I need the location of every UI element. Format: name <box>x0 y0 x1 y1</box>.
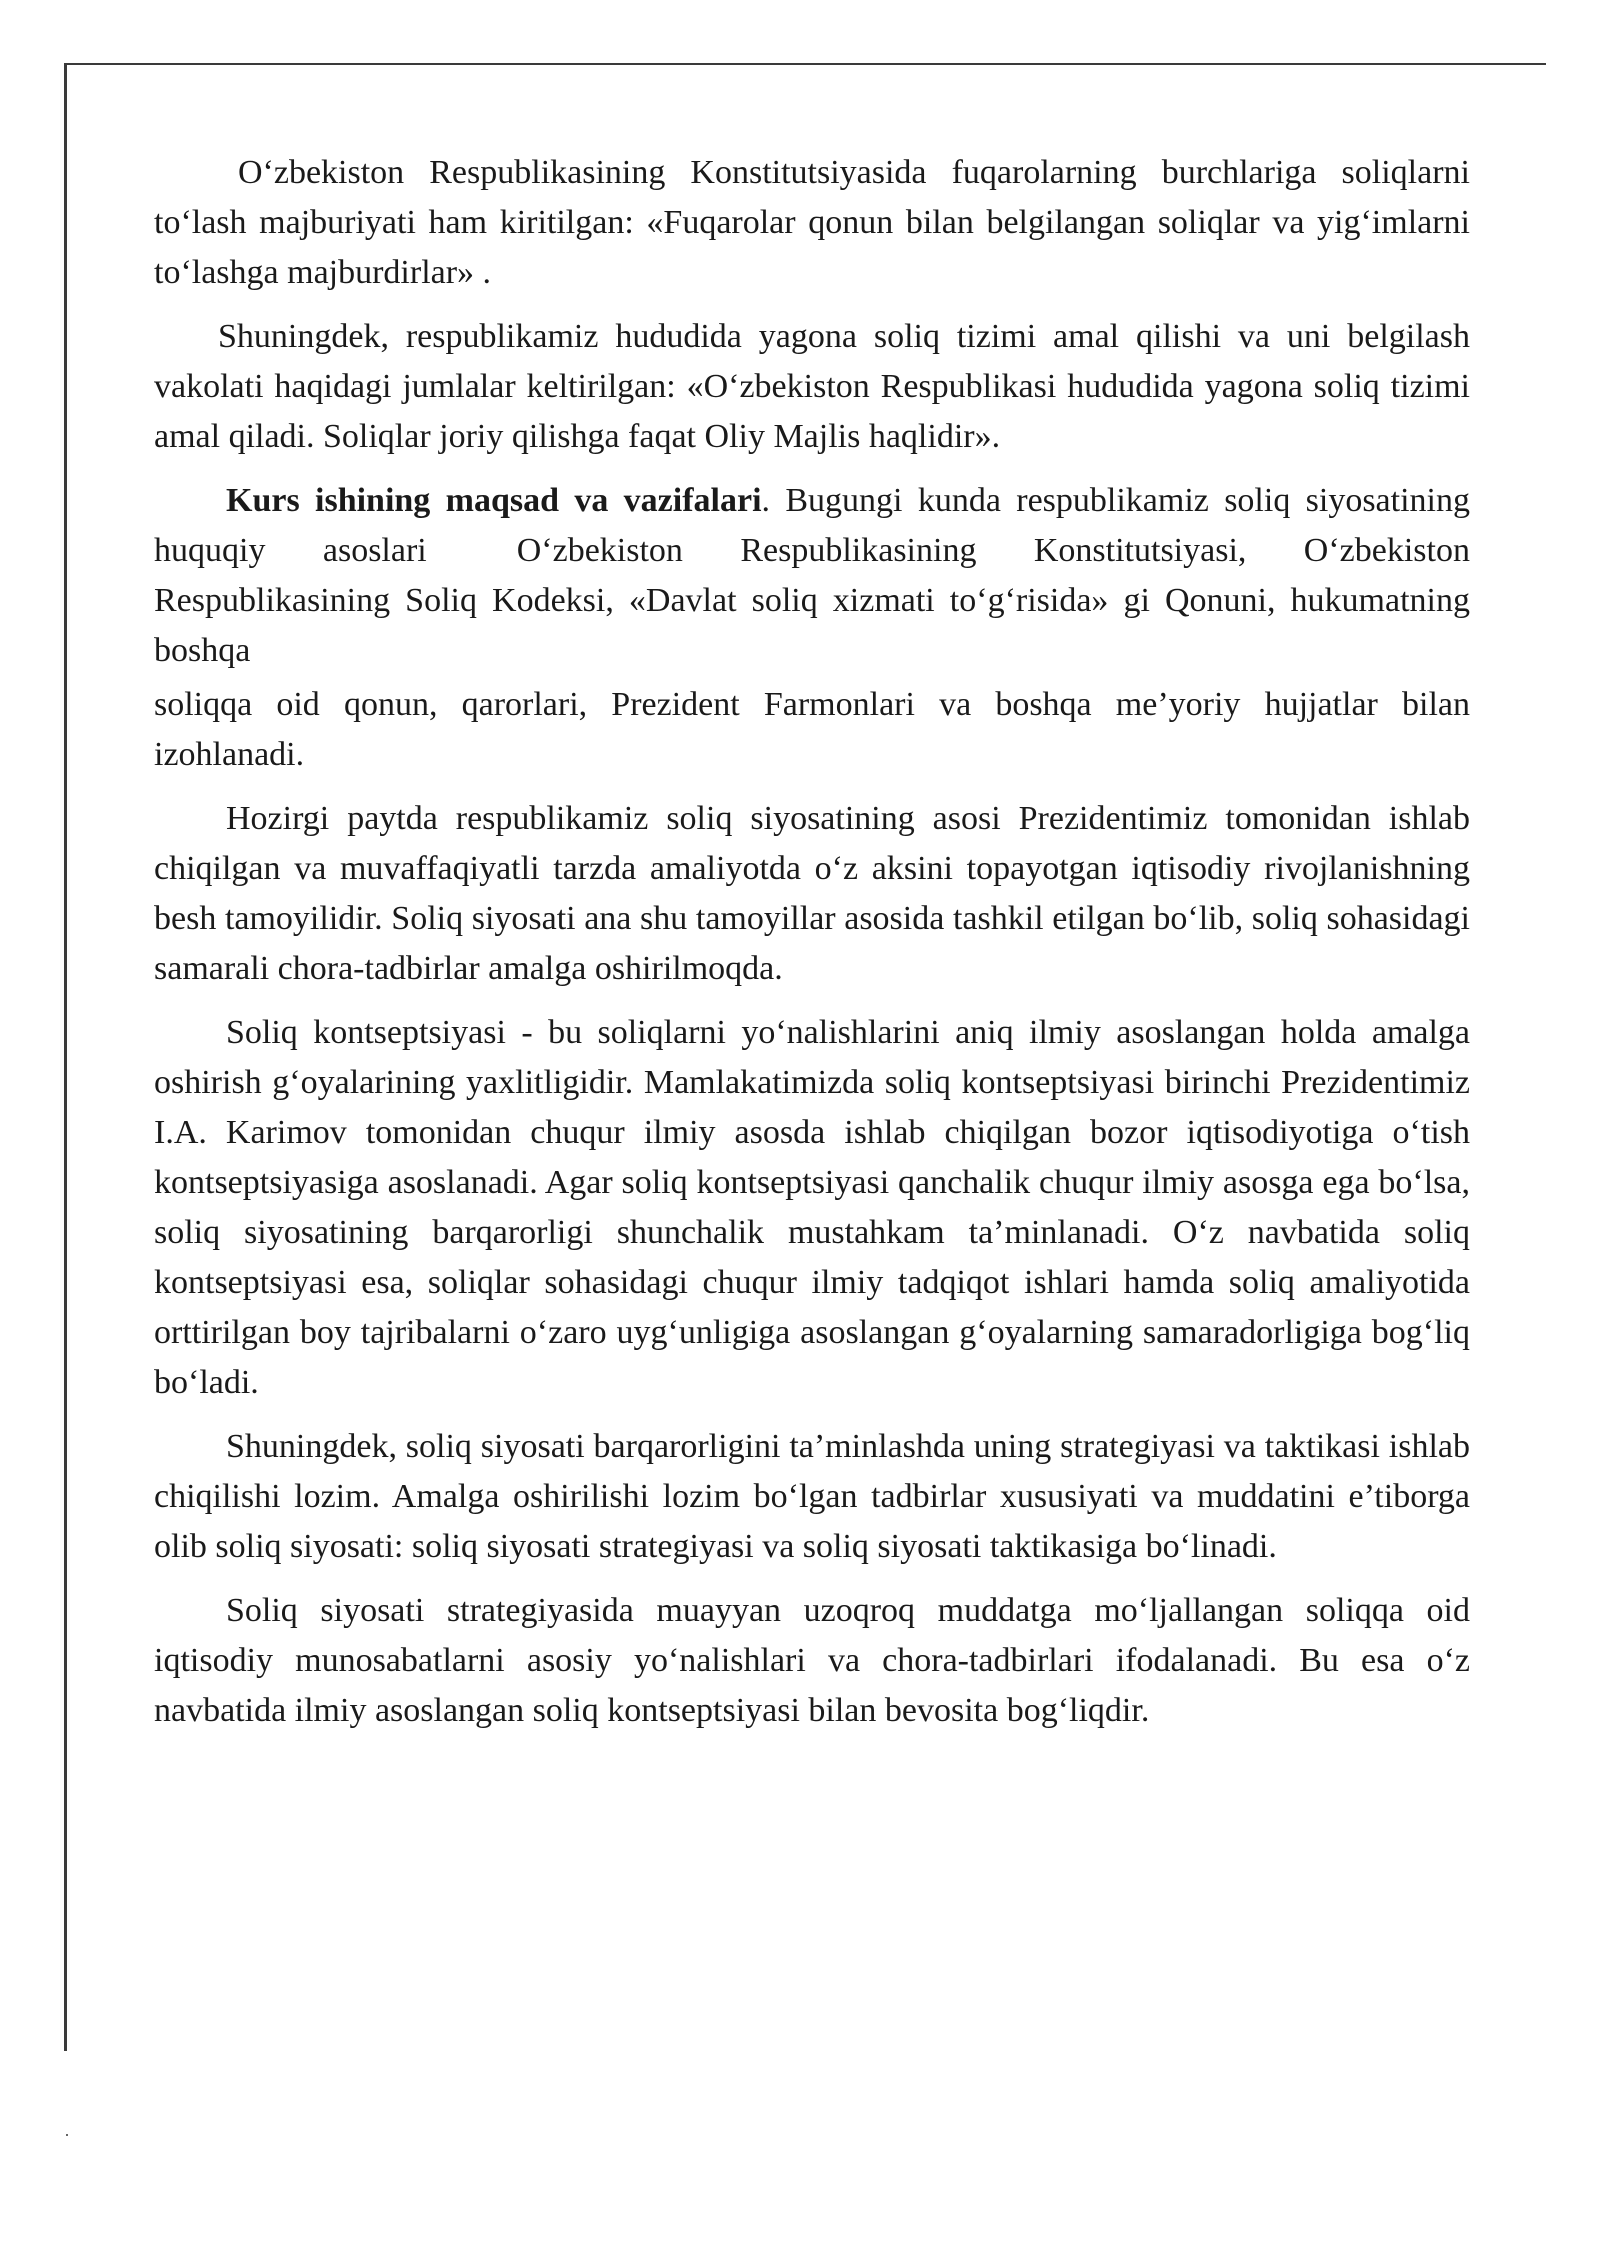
paragraph-3-text-b: O‘zbekiston Respublikasining Konstitutsiyasi, O‘zbekiston Respublikasining Soliq Kodeksi, «Davlat soliq xizmati to‘g‘risida» gi Qonuni, hukumatning boshqa <box>154 532 1470 669</box>
paragraph-6: Soliq kontseptsiyasi - bu soliqlarni yo‘nalishlarini aniq ilmiy asoslangan holda amalga oshirish g‘oyalarining yaxlitligidir. Mamlakatimizda soliq kontseptsiyasi birinchi Prezidentimiz I.A. Karimov tomonidan chuqur ilmiy asosda ishlab chiqilgan bozor iqtisodiyotiga o‘tish kontseptsiyasiga asoslanadi. Agar soliq kontseptsiyasi qanchalik chuqur ilmiy asosga ega bo‘lsa, soliq siyosatining barqarorligi shunchalik mustahkam ta’minlanadi. O‘z navbatida soliq kontseptsiyasi esa, soliqlar sohasidagi chuqur ilmiy tadqiqot ishlari hamda soliq amaliyotida orttirilgan boy tajribalarni o‘zaro uyg‘unligiga asoslangan g‘oyalarning samaradorligiga bog‘liq bo‘ladi. <box>154 1014 1470 1401</box>
paragraph-3-text-a: . Bugungi kunda respublikamiz soliq siyosatining huquqiy asoslari <box>154 482 1470 569</box>
page-border-top <box>64 63 1546 65</box>
paragraph-7: Shuningdek, soliq siyosati barqarorligini ta’minlashda uning strategiyasi va taktikasi ishlab chiqilishi lozim. Amalga oshirilishi lozim bo‘lgan tadbirlar xususiyati va muddatini e’tiborga olib soliq siyosati: soliq siyosati strategiyasi va soliq siyosati taktikasiga bo‘linadi. <box>154 1428 1470 1565</box>
paragraph-8: Soliq siyosati strategiyasida muayyan uzoqroq muddatga mo‘ljallangan soliqqa oid iqtisodiy munosabatlarni asosiy yo‘nalishlari va chora-tadbirlari ifodalanadi. Bu esa o‘z navbatida ilmiy asoslangan soliq kontseptsiyasi bilan bevosita bog‘liqdir. <box>154 1592 1470 1729</box>
paragraph-3 <box>154 476 1470 676</box>
page-dot-mark <box>66 2134 68 2136</box>
paragraph-5: Hozirgi paytda respublikamiz soliq siyosatining asosi Prezidentimiz tomonidan ishlab chiqilgan va muvaffaqiyatli tarzda amaliyotda o‘z aksini topayotgan iqtisodiy rivojlanishning besh tamoyilidir. Soliq siyosati ana shu tamoyillar asosida tashkil etilgan bo‘lib, soliq sohasidagi samarali chora-tadbirlar amalga oshirilmoqda. <box>154 800 1470 987</box>
paragraph-1: O‘zbekiston Respublikasining Konstitutsiyasida fuqarolarning burchlariga soliqlarni to‘lash majburiyati ham kiritilgan: «Fuqarolar qonun bilan belgilangan soliqlar va yig‘imlarni to‘lashga majburdirlar» . <box>154 154 1470 291</box>
paragraph-2: Shuningdek, respublikamiz hududida yagona soliq tizimi amal qilishi va uni belgilash vakolati haqidagi jumlalar keltirilgan: «O‘zbekiston Respublikasi hududida yagona soliq tizimi amal qiladi. Soliqlar joriy qilishga faqat Oliy Majlis haqlidir». <box>154 318 1470 455</box>
page-border-left <box>64 63 67 2051</box>
paragraph-4: soliqqa oid qonun, qarorlari, Prezident Farmonlari va boshqa me’yoriy hujjatlar bilan izohlanadi. <box>154 686 1470 773</box>
document-body <box>154 148 1470 1750</box>
section-heading: Kurs ishining maqsad va vazifalari <box>226 482 762 519</box>
